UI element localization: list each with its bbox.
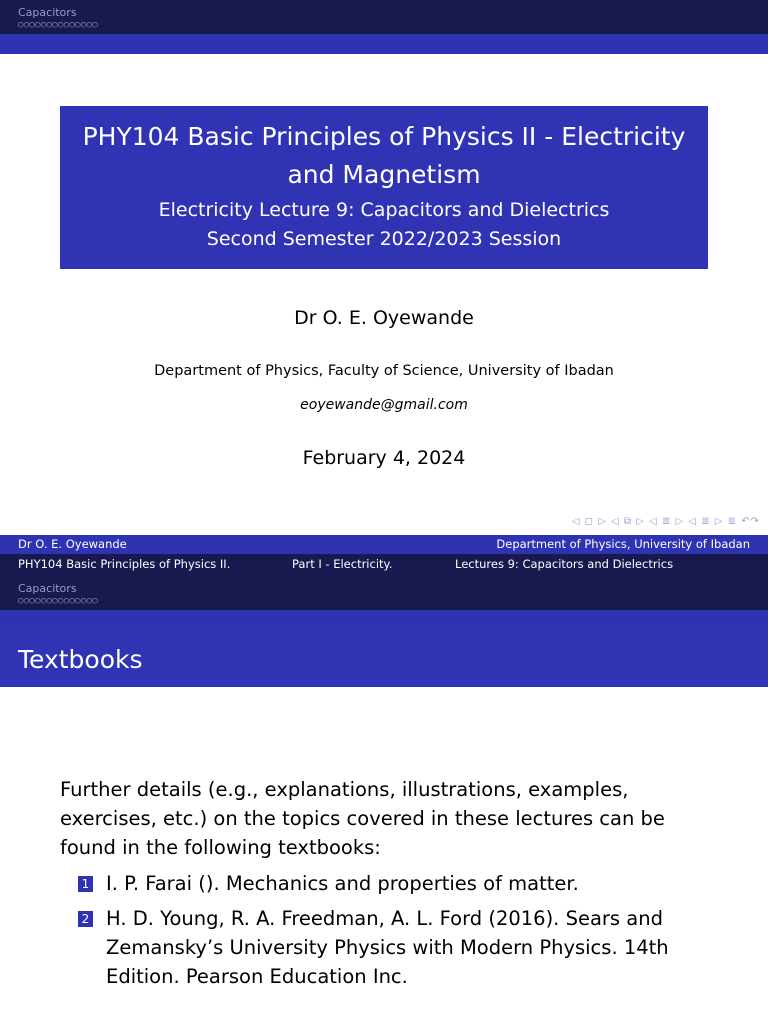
header-band [0, 610, 768, 630]
footer-row-1 [0, 535, 768, 554]
slide-progress-dots[interactable]: ○○○○○○○○○○○○○○ [18, 596, 99, 606]
footer-institute: Department of Physics, University of Ibadan [496, 537, 750, 551]
intro-paragraph: Further details (e.g., explanations, illustrations, examples, exercises, etc.) on the topics covered in these lectures can be found in the following textbooks: [60, 778, 665, 859]
textbooks-slide [0, 576, 768, 1024]
list-item [78, 869, 718, 898]
presentation-date: February 4, 2024 [302, 447, 466, 469]
frame-title: Textbooks [18, 645, 143, 674]
header-band [0, 34, 768, 54]
textbook-list [78, 869, 718, 997]
footer-course: PHY104 Basic Principles of Physics II. [18, 557, 231, 571]
list-item [78, 904, 718, 991]
institution: Department of Physics, Faculty of Science, University of Ibadan [154, 363, 614, 379]
footer-row-2 [0, 554, 768, 576]
list-item-text: H. D. Young, R. A. Freedman, A. L. Ford (2016). Sears and Zemansky’s University Physics with Modern Physics. 14th Edition. Pearson Education Inc. [106, 907, 669, 988]
presentation-title: PHY104 Basic Principles of Physics II - Electricity and Magnetism [82, 122, 686, 189]
frame-title-bar [0, 630, 768, 687]
subtitle-line-1: Electricity Lecture 9: Capacitors and Dielectrics [158, 199, 610, 221]
list-number-badge: 2 [78, 911, 93, 927]
title-block [60, 106, 708, 269]
header-bar [0, 0, 768, 34]
section-label[interactable]: Capacitors [18, 582, 77, 595]
list-number-badge: 1 [78, 876, 93, 892]
beamer-navigation-icons[interactable]: ◁ ◻ ▷ ◁ ⧉ ▷ ◁ ≣ ▷ ◁ ≣ ▷ ≣ ↶↷ [571, 516, 760, 527]
subtitle-line-2: Second Semester 2022/2023 Session [206, 228, 562, 250]
slide-progress-dots[interactable]: ○○○○○○○○○○○○○○ [18, 20, 99, 30]
author-email: eoyewande@gmail.com [300, 397, 468, 413]
presentation-subtitle [60, 196, 708, 254]
list-item-text: I. P. Farai (). Mechanics and properties of matter. [106, 872, 579, 895]
footer-lecture: Lectures 9: Capacitors and Dielectrics [455, 557, 674, 571]
header-bar [0, 576, 768, 610]
footer-part: Part I - Electricity. [292, 557, 393, 571]
section-label[interactable]: Capacitors [18, 6, 77, 19]
author-name: Dr O. E. Oyewande [294, 307, 474, 329]
footer-author: Dr O. E. Oyewande [18, 537, 127, 551]
